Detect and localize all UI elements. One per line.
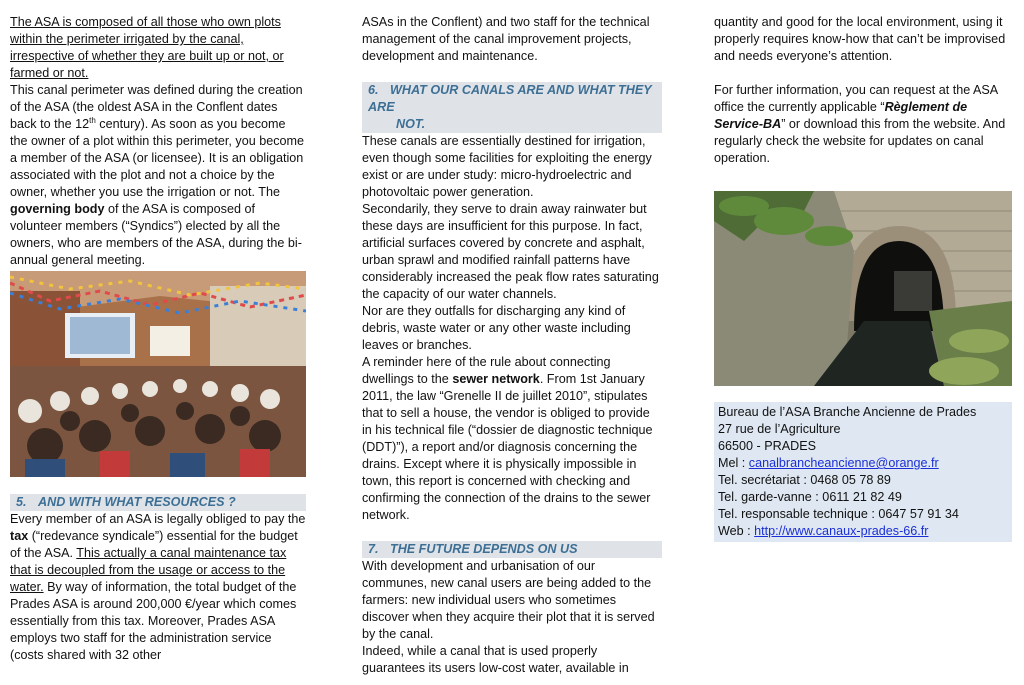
contact-box: [714, 402, 1012, 542]
bold-italic-text: Règlement de Service-BA: [714, 100, 968, 131]
column-2: [362, 14, 662, 677]
text-run: ” or download this from the website. And regularly check the website for updates on canal operation.: [714, 117, 1006, 165]
heading-5: [10, 494, 306, 511]
heading-number: 6.: [368, 83, 379, 97]
heading-7: [362, 541, 662, 558]
canal-tunnel-image: [714, 191, 1012, 386]
column-3: [714, 14, 1012, 542]
text-run: A reminder here of the rule about connecting dwellings to the: [362, 355, 611, 386]
resources-paragraph: [10, 511, 306, 664]
further-info-paragraph: [714, 82, 1012, 167]
meeting-photo: [10, 271, 306, 477]
contact-tel-gate-keeper: Tel. garde-vanne : 0611 21 82 49: [718, 490, 902, 504]
text-run: By way of information, the total budget of the Prades ASA is around 200,000 €/year which comes essentially from this tax. Moreover, Prades ASA employs two staff for the administration service (costs shared with 32 other: [10, 580, 297, 662]
staff-continuation: ASAs in the Conflent) and two staff for the technical management of the canal improvement projects, development and maintenance.: [362, 15, 650, 63]
mail-label: Mel :: [718, 456, 749, 470]
bold-text: governing body: [10, 202, 105, 216]
text-run: . From 1st January 2011, the law “Grenelle II de juillet 2010”, stipulates that to sell a house, the vendor is obliged to provide in his technical file (“dossier de diagnostic technique (DDT)”), a report and/or diagnosis concerning the drains. Except where it is physically impossible in town, this report is concerned with checking and confirming the connection of the drains to the sewer network.: [362, 372, 653, 522]
heading-text: AND WITH WHAT RESOURCES ?: [38, 495, 236, 509]
superscript: th: [89, 115, 96, 125]
heading-text-line2: NOT.: [396, 117, 426, 131]
proper-use-paragraph: Indeed, while a canal that is used properly guarantees its users low-cost water, available in: [362, 644, 629, 675]
contact-tel-technical: Tel. responsable technique : 0647 57 91 34: [718, 507, 959, 521]
contact-mail-line: [718, 455, 1008, 472]
website-link[interactable]: http://www.canaux-prades-66.fr: [754, 524, 929, 538]
contact-street: 27 rue de l’Agriculture: [718, 422, 841, 436]
bold-text: sewer network: [452, 372, 540, 386]
heading-text: THE FUTURE DEPENDS ON US: [390, 542, 578, 556]
sewer-paragraph: [362, 354, 662, 524]
text-run: of the ASA is composed of volunteer members (“Syndics”) elected by all the owners, who are members of the ASA, during the bi-annual general meeting.: [10, 202, 302, 267]
future-paragraph: With development and urbanisation of our communes, new canal users are being added to the farmers: new individual users who sometimes discover when they acquire their plot that it is served by the canal.: [362, 559, 655, 641]
intro-paragraph: The ASA is composed of all those who own plots within the perimeter irrigated by the canal, irrespective of whether they are built up or not, or farmed or not.: [10, 15, 284, 80]
text-run: Every member of an ASA is legally obliged to pay the: [10, 512, 306, 526]
heading-6: [362, 82, 662, 133]
text-run: (“redevance syndicale”) essential for the budget of the ASA.: [10, 529, 298, 560]
text-run: This canal perimeter was defined during the creation of the ASA (the oldest ASA in the Conflent dates back to the 12: [10, 83, 303, 131]
heading-number: 7.: [368, 542, 379, 556]
rainwater-paragraph: Secondarily, they serve to drain away rainwater but these days are insufficient for this purpose. In fact, artificial surfaces covered by concrete and asphalt, urban sprawl and modified rainfall patterns have considerably increased the peak flow rates saturating the capacity of our water channels.: [362, 202, 659, 301]
environment-continuation: quantity and good for the local environment, using it properly requires know-how that can’t be improvised and needs everyone’s attention.: [714, 15, 1006, 63]
contact-web-line: [718, 523, 1008, 540]
contact-city: 66500 - PRADES: [718, 439, 817, 453]
contact-office: Bureau de l’ASA Branche Ancienne de Prades: [718, 405, 977, 419]
bold-text: tax: [10, 529, 29, 543]
web-label: Web :: [718, 524, 755, 538]
underlined-text: This actually a canal maintenance tax that is decoupled from the usage or access to the water.: [10, 546, 287, 594]
canals-purpose-paragraph: These canals are essentially destined for irrigation, even though some facilities for exploiting the energy exist or are under study: micro-hydroelectric and photovoltaic power generation.: [362, 134, 652, 199]
canal-tunnel-photo: [714, 191, 1012, 386]
email-link[interactable]: canalbrancheancienne@orange.fr: [748, 456, 939, 470]
heading-number: 5.: [16, 495, 27, 509]
perimeter-paragraph: [10, 82, 306, 269]
meeting-photo-image: [10, 271, 306, 477]
column-1: [10, 14, 306, 664]
text-run: century). As soon as you become the owner of a plot within this perimeter, you become a member of the ASA (or licensee). It is an obligation associated with the plot and not a choice by the owner, whether you use the irrigation or not. The: [10, 117, 305, 199]
heading-text: WHAT OUR CANALS ARE AND WHAT THEY ARE: [368, 83, 652, 114]
outfalls-paragraph: Nor are they outfalls for discharging any kind of debris, waste water or any other waste including leaves or branches.: [362, 304, 631, 352]
text-run: For further information, you can request at the ASA office the currently applicable “: [714, 83, 998, 114]
contact-tel-secretariat: Tel. secrétariat : 0468 05 78 89: [718, 473, 891, 487]
